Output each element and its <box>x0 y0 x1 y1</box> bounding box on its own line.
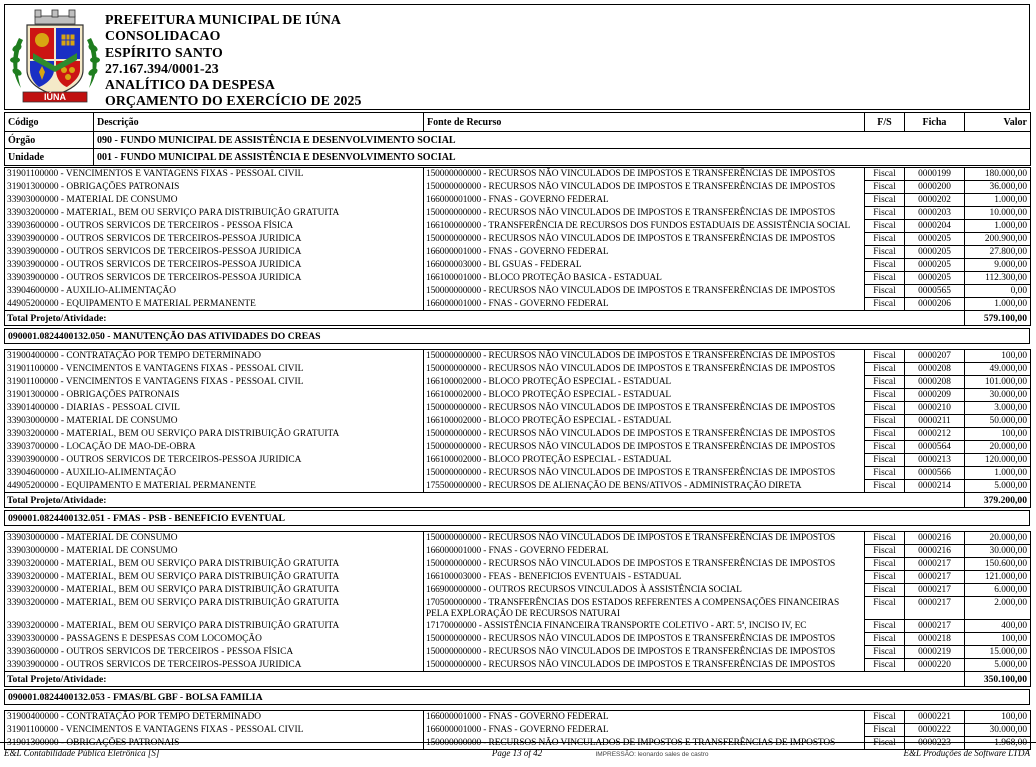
expense-row <box>5 233 1031 246</box>
ficha-value: 0000220 <box>905 659 965 672</box>
fs-value: Fiscal <box>865 285 905 298</box>
expense-row <box>5 376 1031 389</box>
ficha-value: 0000207 <box>905 350 965 363</box>
fonte-recurso: 175500000000 - RECURSOS DE ALIENAÇÃO DE BENS/ATIVOS - ADMINISTRAÇÃO DIRETA <box>424 480 865 493</box>
table-head <box>4 112 1031 166</box>
valor-value: 30.000,00 <box>965 389 1031 402</box>
ficha-value: 0000218 <box>905 633 965 646</box>
col-fs: F/S <box>865 113 905 132</box>
fs-value: Fiscal <box>865 207 905 220</box>
unidade-value: 001 - FUNDO MUNICIPAL DE ASSISTÊNCIA E DESENVOLVIMENTO SOCIAL <box>94 149 1031 166</box>
valor-value: 36.000,00 <box>965 181 1031 194</box>
ficha-value: 0000211 <box>905 415 965 428</box>
project-activity-header: 090001.0824400132.051 - FMAS - PSB - BENEFICIO EVENTUAL <box>4 510 1030 526</box>
expense-row <box>5 480 1031 493</box>
fs-value: Fiscal <box>865 711 905 724</box>
expense-code-description: 31901100000 - VENCIMENTOS E VANTAGENS FIXAS - PESSOAL CIVIL <box>5 168 424 181</box>
valor-value: 101.000,00 <box>965 376 1031 389</box>
ficha-value: 0000200 <box>905 181 965 194</box>
fonte-recurso: 17170000000 - ASSISTÊNCIA FINANCEIRA TRANSPORTE COLETIVO - ART. 5ª, INCISO IV, EC <box>424 620 865 633</box>
fonte-recurso: 166100002000 - BLOCO PROTEÇÃO ESPECIAL - ESTADUAL <box>424 376 865 389</box>
fonte-recurso: 150000000000 - RECURSOS NÃO VINCULADOS DE IMPOSTOS E TRANSFERÊNCIAS DE IMPOSTOS <box>424 737 865 750</box>
fs-value: Fiscal <box>865 571 905 584</box>
ficha-value: 0000205 <box>905 259 965 272</box>
fonte-recurso: 166100002000 - BLOCO PROTEÇÃO ESPECIAL - ESTADUAL <box>424 454 865 467</box>
banner-text: IÚNA <box>44 92 66 102</box>
expense-code-description: 33903900000 - OUTROS SERVICOS DE TERCEIROS-PESSOA JURIDICA <box>5 246 424 259</box>
expense-row <box>5 220 1031 233</box>
valor-value: 20.000,00 <box>965 441 1031 454</box>
expense-code-description: 33904600000 - AUXILIO-ALIMENTAÇÃO <box>5 285 424 298</box>
fonte-recurso: 150000000000 - RECURSOS NÃO VINCULADOS DE IMPOSTOS E TRANSFERÊNCIAS DE IMPOSTOS <box>424 428 865 441</box>
fs-value: Fiscal <box>865 597 905 620</box>
expense-row <box>5 402 1031 415</box>
expense-code-description: 44905200000 - EQUIPAMENTO E MATERIAL PERMANENTE <box>5 298 424 311</box>
valor-value: 1.000,00 <box>965 194 1031 207</box>
ficha-value: 0000205 <box>905 272 965 285</box>
expense-code-description: 33903900000 - OUTROS SERVICOS DE TERCEIROS-PESSOA JURIDICA <box>5 659 424 672</box>
fs-value: Fiscal <box>865 454 905 467</box>
ficha-value: 0000205 <box>905 233 965 246</box>
fonte-recurso: 150000000000 - RECURSOS NÃO VINCULADOS DE IMPOSTOS E TRANSFERÊNCIAS DE IMPOSTOS <box>424 285 865 298</box>
fs-value: Fiscal <box>865 633 905 646</box>
expense-row <box>5 532 1031 545</box>
expense-code-description: 33903600000 - OUTROS SERVICOS DE TERCEIROS - PESSOA FÍSICA <box>5 646 424 659</box>
fs-value: Fiscal <box>865 233 905 246</box>
fonte-recurso: 150000000000 - RECURSOS NÃO VINCULADOS DE IMPOSTOS E TRANSFERÊNCIAS DE IMPOSTOS <box>424 168 865 181</box>
total-label: Total Projeto/Atividade: <box>5 493 965 508</box>
fonte-recurso: 150000000000 - RECURSOS NÃO VINCULADOS DE IMPOSTOS E TRANSFERÊNCIAS DE IMPOSTOS <box>424 181 865 194</box>
fs-value: Fiscal <box>865 298 905 311</box>
expense-code-description: 33903200000 - MATERIAL, BEM OU SERVIÇO PARA DISTRIBUIÇÃO GRATUITA <box>5 558 424 571</box>
expense-code-description: 33903700000 - LOCAÇÃO DE MAO-DE-OBRA <box>5 441 424 454</box>
expense-code-description: 31901300000 - OBRIGAÇÕES PATRONAIS <box>5 181 424 194</box>
col-descricao: Descrição <box>94 113 424 132</box>
expense-code-description: 33903900000 - OUTROS SERVICOS DE TERCEIROS-PESSOA JURIDICA <box>5 272 424 285</box>
expense-row <box>5 441 1031 454</box>
page-footer <box>4 748 1030 758</box>
ficha-value: 0000206 <box>905 298 965 311</box>
total-label: Total Projeto/Atividade: <box>5 672 965 687</box>
ficha-value: 0000203 <box>905 207 965 220</box>
fonte-recurso: 166000003000 - BL GSUAS - FEDERAL <box>424 259 865 272</box>
expense-row <box>5 259 1031 272</box>
fs-value: Fiscal <box>865 441 905 454</box>
fs-value: Fiscal <box>865 272 905 285</box>
report-title-block <box>105 5 361 110</box>
expense-row <box>5 428 1031 441</box>
valor-value: 3.000,00 <box>965 402 1031 415</box>
expense-row <box>5 285 1031 298</box>
total-value: 350.100,00 <box>965 672 1031 687</box>
fs-value: Fiscal <box>865 646 905 659</box>
project-activity-header: 090001.0824400132.050 - MANUTENÇÃO DAS ATIVIDADES DO CREAS <box>4 328 1030 344</box>
entity-name: PREFEITURA MUNICIPAL DE IÚNA <box>105 12 341 27</box>
expense-row <box>5 711 1031 724</box>
valor-value: 20.000,00 <box>965 532 1031 545</box>
valor-value: 200.900,00 <box>965 233 1031 246</box>
expense-row <box>5 620 1031 633</box>
unidade-label: Unidade <box>5 149 94 166</box>
expense-sections <box>4 167 1030 750</box>
fonte-recurso: 150000000000 - RECURSOS NÃO VINCULADOS DE IMPOSTOS E TRANSFERÊNCIAS DE IMPOSTOS <box>424 558 865 571</box>
expense-row <box>5 597 1031 620</box>
fs-value: Fiscal <box>865 558 905 571</box>
expense-code-description: 33903300000 - PASSAGENS E DESPESAS COM LOCOMOÇÃO <box>5 633 424 646</box>
expense-row <box>5 454 1031 467</box>
fonte-recurso: 150000000000 - RECURSOS NÃO VINCULADOS DE IMPOSTOS E TRANSFERÊNCIAS DE IMPOSTOS <box>424 207 865 220</box>
ficha-value: 0000219 <box>905 646 965 659</box>
expense-row <box>5 168 1031 181</box>
total-row <box>5 493 1031 508</box>
expense-code-description: 33903000000 - MATERIAL DE CONSUMO <box>5 545 424 558</box>
valor-value: 180.000,00 <box>965 168 1031 181</box>
fs-value: Fiscal <box>865 220 905 233</box>
expense-row <box>5 194 1031 207</box>
valor-value: 100,00 <box>965 350 1031 363</box>
expense-code-description: 31901300000 - OBRIGAÇÕES PATRONAIS <box>5 389 424 402</box>
project-activity-header: 090001.0824400132.053 - FMAS/BL GBF - BOLSA FAMILIA <box>4 689 1030 705</box>
total-label: Total Projeto/Atividade: <box>5 311 965 326</box>
ficha-value: 0000208 <box>905 363 965 376</box>
footer-divider <box>0 742 1036 743</box>
ficha-value: 0000216 <box>905 532 965 545</box>
expense-code-description: 31901100000 - VENCIMENTOS E VANTAGENS FIXAS - PESSOAL CIVIL <box>5 376 424 389</box>
valor-value: 112.300,00 <box>965 272 1031 285</box>
expense-row <box>5 298 1031 311</box>
fonte-recurso: 166000001000 - FNAS - GOVERNO FEDERAL <box>424 246 865 259</box>
expense-row <box>5 646 1031 659</box>
expense-block <box>4 710 1031 750</box>
valor-value: 2.000,00 <box>965 597 1031 620</box>
fonte-recurso: 166000001000 - FNAS - GOVERNO FEDERAL <box>424 724 865 737</box>
state-name: ESPÍRITO SANTO <box>105 44 223 60</box>
fs-value: Fiscal <box>865 724 905 737</box>
fs-value: Fiscal <box>865 480 905 493</box>
total-value: 379.200,00 <box>965 493 1031 508</box>
valor-value: 1.000,00 <box>965 298 1031 311</box>
valor-value: 6.000,00 <box>965 584 1031 597</box>
ficha-value: 0000214 <box>905 480 965 493</box>
expense-code-description: 33903200000 - MATERIAL, BEM OU SERVIÇO PARA DISTRIBUIÇÃO GRATUITA <box>5 597 424 620</box>
expense-code-description: 33901400000 - DIARIAS - PESSOAL CIVIL <box>5 402 424 415</box>
fs-value: Fiscal <box>865 737 905 750</box>
valor-value: 100,00 <box>965 633 1031 646</box>
report-type: ANALÍTICO DA DESPESA <box>105 77 275 93</box>
fonte-recurso: 166000001000 - FNAS - GOVERNO FEDERAL <box>424 194 865 207</box>
fonte-recurso: 170500000000 - TRANSFERÊNCIAS DOS ESTADOS REFERENTES A COMPENSAÇÕES FINANCEIRAS PELA EXPLORAÇÃO DE RECURSOS NATURAI <box>424 597 865 620</box>
total-row <box>5 672 1031 687</box>
expense-row <box>5 415 1031 428</box>
expense-code-description: 33903900000 - OUTROS SERVICOS DE TERCEIROS-PESSOA JURIDICA <box>5 454 424 467</box>
expense-code-description: 31901300000 - OBRIGAÇÕES PATRONAIS <box>5 737 424 750</box>
valor-value: 100,00 <box>965 428 1031 441</box>
fonte-recurso: 150000000000 - RECURSOS NÃO VINCULADOS DE IMPOSTOS E TRANSFERÊNCIAS DE IMPOSTOS <box>424 467 865 480</box>
ficha-value: 0000564 <box>905 441 965 454</box>
municipal-coat-of-arms <box>5 5 105 107</box>
expense-code-description: 33903000000 - MATERIAL DE CONSUMO <box>5 532 424 545</box>
cnpj: 27.167.394/0001-23 <box>105 60 219 76</box>
fonte-recurso: 166000001000 - FNAS - GOVERNO FEDERAL <box>424 711 865 724</box>
expense-row <box>5 272 1031 285</box>
fs-value: Fiscal <box>865 467 905 480</box>
fs-value: Fiscal <box>865 532 905 545</box>
ficha-value: 0000209 <box>905 389 965 402</box>
valor-value: 15.000,00 <box>965 646 1031 659</box>
print-user-note: IMPRESSÃO: leonardo sales de castro <box>595 751 709 758</box>
valor-value: 27.800,00 <box>965 246 1031 259</box>
expense-row <box>5 467 1031 480</box>
expense-block <box>4 167 1031 326</box>
footer-company-name: E&L Produções de Software LTDA <box>903 748 1030 758</box>
ficha-value: 0000222 <box>905 724 965 737</box>
fonte-recurso: 166000001000 - FNAS - GOVERNO FEDERAL <box>424 545 865 558</box>
expense-row <box>5 659 1031 672</box>
valor-value: 49.000,00 <box>965 363 1031 376</box>
ficha-value: 0000208 <box>905 376 965 389</box>
fs-value: Fiscal <box>865 376 905 389</box>
fonte-recurso: 150000000000 - RECURSOS NÃO VINCULADOS DE IMPOSTOS E TRANSFERÊNCIAS DE IMPOSTOS <box>424 532 865 545</box>
expense-code-description: 33903200000 - MATERIAL, BEM OU SERVIÇO PARA DISTRIBUIÇÃO GRATUITA <box>5 207 424 220</box>
orgao-value: 090 - FUNDO MUNICIPAL DE ASSISTÊNCIA E DESENVOLVIMENTO SOCIAL <box>94 132 1031 149</box>
expense-code-description: 44905200000 - EQUIPAMENTO E MATERIAL PERMANENTE <box>5 480 424 493</box>
fs-value: Fiscal <box>865 620 905 633</box>
fonte-recurso: 150000000000 - RECURSOS NÃO VINCULADOS DE IMPOSTOS E TRANSFERÊNCIAS DE IMPOSTOS <box>424 646 865 659</box>
fs-value: Fiscal <box>865 350 905 363</box>
column-header-row <box>5 113 1031 132</box>
valor-value: 150.600,00 <box>965 558 1031 571</box>
expense-code-description: 33903000000 - MATERIAL DE CONSUMO <box>5 415 424 428</box>
ficha-value: 0000202 <box>905 194 965 207</box>
ficha-value: 0000223 <box>905 737 965 750</box>
orgao-row <box>5 132 1031 149</box>
ficha-value: 0000212 <box>905 428 965 441</box>
ficha-value: 0000565 <box>905 285 965 298</box>
fs-value: Fiscal <box>865 389 905 402</box>
expense-code-description: 31900400000 - CONTRATAÇÃO POR TEMPO DETERMINADO <box>5 711 424 724</box>
fonte-recurso: 166100002000 - BLOCO PROTEÇÃO ESPECIAL - ESTADUAL <box>424 415 865 428</box>
expense-code-description: 33903000000 - MATERIAL DE CONSUMO <box>5 194 424 207</box>
expense-code-description: 33903200000 - MATERIAL, BEM OU SERVIÇO PARA DISTRIBUIÇÃO GRATUITA <box>5 571 424 584</box>
ficha-value: 0000566 <box>905 467 965 480</box>
ficha-value: 0000216 <box>905 545 965 558</box>
ficha-value: 0000199 <box>905 168 965 181</box>
expense-code-description: 33903600000 - OUTROS SERVICOS DE TERCEIROS - PESSOA FÍSICA <box>5 220 424 233</box>
valor-value: 1.000,00 <box>965 467 1031 480</box>
fonte-recurso: 166900000000 - OUTROS RECURSOS VINCULADOS À ASSISTÊNCIA SOCIAL <box>424 584 865 597</box>
fs-value: Fiscal <box>865 545 905 558</box>
col-fonte: Fonte de Recurso <box>424 113 865 132</box>
valor-value: 1.000,00 <box>965 220 1031 233</box>
fonte-recurso: 166100000000 - TRANSFERÊNCIA DE RECURSOS DOS FUNDOS ESTADUAIS DE ASSISTÊNCIA SOCIAL <box>424 220 865 233</box>
fs-value: Fiscal <box>865 259 905 272</box>
valor-value: 30.000,00 <box>965 545 1031 558</box>
valor-value: 9.000,00 <box>965 259 1031 272</box>
expense-code-description: 33903200000 - MATERIAL, BEM OU SERVIÇO PARA DISTRIBUIÇÃO GRATUITA <box>5 428 424 441</box>
expense-code-description: 31900400000 - CONTRATAÇÃO POR TEMPO DETERMINADO <box>5 350 424 363</box>
orgao-label: Órgão <box>5 132 94 149</box>
expense-row <box>5 181 1031 194</box>
col-ficha: Ficha <box>905 113 965 132</box>
fs-value: Fiscal <box>865 363 905 376</box>
expense-row <box>5 363 1031 376</box>
ficha-value: 0000217 <box>905 620 965 633</box>
fs-value: Fiscal <box>865 181 905 194</box>
expense-block <box>4 531 1031 687</box>
ficha-value: 0000217 <box>905 571 965 584</box>
expense-code-description: 31901100000 - VENCIMENTOS E VANTAGENS FIXAS - PESSOAL CIVIL <box>5 363 424 376</box>
expense-code-description: 33903900000 - OUTROS SERVICOS DE TERCEIROS-PESSOA JURIDICA <box>5 233 424 246</box>
valor-value: 400,00 <box>965 620 1031 633</box>
fs-value: Fiscal <box>865 194 905 207</box>
total-row <box>5 311 1031 326</box>
expense-code-description: 33903900000 - OUTROS SERVICOS DE TERCEIROS-PESSOA JURIDICA <box>5 259 424 272</box>
fonte-recurso: 166000001000 - FNAS - GOVERNO FEDERAL <box>424 298 865 311</box>
col-valor: Valor <box>965 113 1031 132</box>
total-value: 579.100,00 <box>965 311 1031 326</box>
valor-value: 120.000,00 <box>965 454 1031 467</box>
fonte-recurso: 150000000000 - RECURSOS NÃO VINCULADOS DE IMPOSTOS E TRANSFERÊNCIAS DE IMPOSTOS <box>424 441 865 454</box>
fonte-recurso: 166100003000 - FEAS - BENEFICIOS EVENTUAIS - ESTADUAL <box>424 571 865 584</box>
unidade-row <box>5 149 1031 166</box>
expense-row <box>5 724 1031 737</box>
fonte-recurso: 150000000000 - RECURSOS NÃO VINCULADOS DE IMPOSTOS E TRANSFERÊNCIAS DE IMPOSTOS <box>424 659 865 672</box>
valor-value: 1.968,00 <box>965 737 1031 750</box>
ficha-value: 0000205 <box>905 246 965 259</box>
ficha-value: 0000204 <box>905 220 965 233</box>
expense-row <box>5 558 1031 571</box>
ficha-value: 0000221 <box>905 711 965 724</box>
ficha-value: 0000217 <box>905 597 965 620</box>
col-codigo: Código <box>5 113 94 132</box>
expense-block <box>4 349 1031 508</box>
valor-value: 5.000,00 <box>965 480 1031 493</box>
ficha-value: 0000213 <box>905 454 965 467</box>
valor-value: 5.000,00 <box>965 659 1031 672</box>
fs-value: Fiscal <box>865 428 905 441</box>
expense-row <box>5 207 1031 220</box>
expense-row <box>5 633 1031 646</box>
consolidation-label: CONSOLIDACAO <box>105 28 221 44</box>
fs-value: Fiscal <box>865 659 905 672</box>
fonte-recurso: 150000000000 - RECURSOS NÃO VINCULADOS DE IMPOSTOS E TRANSFERÊNCIAS DE IMPOSTOS <box>424 233 865 246</box>
expense-code-description: 33904600000 - AUXILIO-ALIMENTAÇÃO <box>5 467 424 480</box>
fs-value: Fiscal <box>865 584 905 597</box>
ficha-value: 0000217 <box>905 584 965 597</box>
fs-value: Fiscal <box>865 402 905 415</box>
valor-value: 121.000,00 <box>965 571 1031 584</box>
fs-value: Fiscal <box>865 415 905 428</box>
valor-value: 0,00 <box>965 285 1031 298</box>
fonte-recurso: 166100002000 - BLOCO PROTEÇÃO ESPECIAL - ESTADUAL <box>424 389 865 402</box>
fonte-recurso: 166100001000 - BLOCO PROTEÇÃO BASICA - ESTADUAL <box>424 272 865 285</box>
expense-code-description: 33903200000 - MATERIAL, BEM OU SERVIÇO PARA DISTRIBUIÇÃO GRATUITA <box>5 584 424 597</box>
fonte-recurso: 150000000000 - RECURSOS NÃO VINCULADOS DE IMPOSTOS E TRANSFERÊNCIAS DE IMPOSTOS <box>424 402 865 415</box>
fonte-recurso: 150000000000 - RECURSOS NÃO VINCULADOS DE IMPOSTOS E TRANSFERÊNCIAS DE IMPOSTOS <box>424 633 865 646</box>
expense-row <box>5 246 1031 259</box>
expense-code-description: 31901100000 - VENCIMENTOS E VANTAGENS FIXAS - PESSOAL CIVIL <box>5 724 424 737</box>
report-header <box>4 4 1030 110</box>
valor-value: 50.000,00 <box>965 415 1031 428</box>
ficha-value: 0000217 <box>905 558 965 571</box>
fonte-recurso: 150000000000 - RECURSOS NÃO VINCULADOS DE IMPOSTOS E TRANSFERÊNCIAS DE IMPOSTOS <box>424 350 865 363</box>
budget-year: ORÇAMENTO DO EXERCÍCIO DE 2025 <box>105 93 362 109</box>
coat-of-arms-icon <box>9 8 101 106</box>
fonte-recurso: 150000000000 - RECURSOS NÃO VINCULADOS DE IMPOSTOS E TRANSFERÊNCIAS DE IMPOSTOS <box>424 363 865 376</box>
report-page <box>4 4 1030 758</box>
fs-value: Fiscal <box>865 168 905 181</box>
valor-value: 30.000,00 <box>965 724 1031 737</box>
valor-value: 10.000,00 <box>965 207 1031 220</box>
expense-row <box>5 571 1031 584</box>
expense-row <box>5 584 1031 597</box>
fs-value: Fiscal <box>865 246 905 259</box>
expense-row <box>5 545 1031 558</box>
expense-row <box>5 389 1031 402</box>
expense-row <box>5 350 1031 363</box>
valor-value: 100,00 <box>965 711 1031 724</box>
footer-page-number: Page 13 of 42 <box>491 748 543 758</box>
expense-code-description: 33903200000 - MATERIAL, BEM OU SERVIÇO PARA DISTRIBUIÇÃO GRATUITA <box>5 620 424 633</box>
ficha-value: 0000210 <box>905 402 965 415</box>
footer-software-name: E&L Contabilidade Pública Eletrônica [S] <box>4 748 160 758</box>
